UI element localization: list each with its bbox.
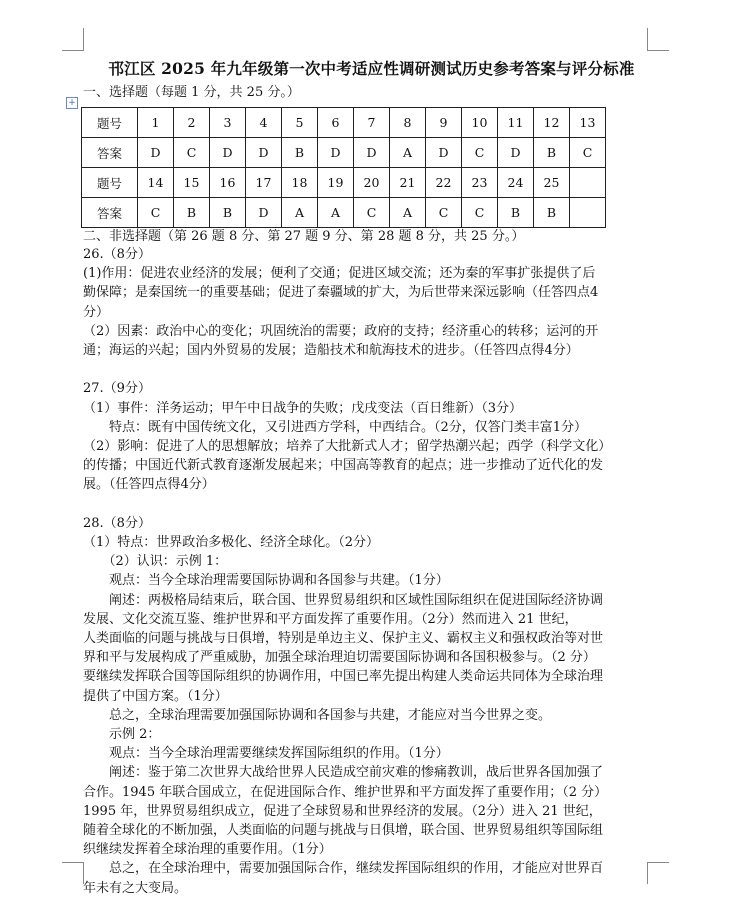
document-title: 邗江区 2025 年九年级第一次中考适应性调研测试历史参考答案与评分标准: [108, 59, 635, 78]
table-cell: C: [462, 198, 498, 228]
text-line: 观点：当今全球治理需要继续发挥国际组织的作用。（1分）: [83, 746, 449, 762]
text-line: 特点：既有中国传统文化，又引进西方学科，中西结合。（2分，仅答门类丰富1分）: [83, 419, 588, 435]
table-cell: B: [174, 198, 210, 228]
text-line: 人类面临的问题与挑战与日俱增，特别是单边主义、保护主义、霸权主义和强权政治等对世: [83, 631, 604, 646]
table-cell: 18: [282, 168, 318, 198]
table-cell: C: [426, 198, 462, 228]
text-line: 要继续发挥联合国等国际组织的协调作用，中国已率先提出构建人类命运共同体为全球治理: [83, 669, 604, 685]
table-cell: 12: [534, 108, 570, 138]
table-row: [82, 138, 606, 168]
text-line: 总之，在全球治理中，需要加强国际合作，继续发挥国际组织的作用，才能应对世界百: [83, 861, 604, 877]
crop-mark-top-left-h: [62, 50, 84, 51]
text-line: 26.（8分）: [83, 247, 151, 262]
table-cell: 19: [318, 168, 354, 198]
table-cell: C: [354, 198, 390, 228]
table-cell: B: [534, 138, 570, 168]
answer-table: [81, 107, 606, 228]
table-cell: 6: [318, 108, 354, 138]
table-cell: 10: [462, 108, 498, 138]
text-line: 展。（任答四点得4分）: [83, 477, 215, 493]
table-cell: A: [318, 198, 354, 228]
table-cell: 4: [246, 108, 282, 138]
crop-mark-bottom-right: [647, 862, 648, 884]
table-cell: 24: [498, 168, 534, 198]
row-label: 题号: [82, 108, 138, 138]
text-line: 合作。1945 年联合国成立，在促进国际合作、维护世界和平方面发挥了重要作用；（2 分）: [83, 784, 608, 800]
text-line: 1995 年，世界贸易组织成立，促进了全球贸易和世界经济的发展。（2分）进入 21 世纪，: [83, 803, 602, 819]
table-cell: 2: [174, 108, 210, 138]
text-line: 分）: [83, 304, 110, 320]
table-cell: 13: [570, 108, 606, 138]
table-cell: B: [534, 198, 570, 228]
table-cell: 16: [210, 168, 246, 198]
crop-mark-bottom-left-h: [62, 862, 84, 863]
table-cell: C: [462, 138, 498, 168]
text-line: 勤保障；是秦国统一的重要基础；促进了秦疆域的扩大，为后世带来深远影响（任答四点4: [83, 285, 599, 301]
section-1-heading: 一、选择题（每题 1 分，共 25 分。）: [83, 85, 300, 100]
table-cell: A: [390, 138, 426, 168]
table-cell: C: [570, 138, 606, 168]
text-line: （2）认识：示例 1：: [83, 554, 228, 570]
text-line: 阐述：鉴于第二次世界大战给世界人民造成空前灾难的惨痛教训，战后世界各国加强了: [83, 765, 604, 781]
table-cell: 20: [354, 168, 390, 198]
crop-mark-top-right: [647, 28, 648, 50]
table-cell: B: [282, 138, 318, 168]
table-cell: 21: [390, 168, 426, 198]
text-line: 通；海运的兴起；国内外贸易的发展；造船技术和航海技术的进步。（任答四点得4分）: [83, 343, 579, 358]
table-cell: D: [210, 138, 246, 168]
table-cell: B: [210, 198, 246, 228]
table-cell: D: [246, 138, 282, 168]
row-label: 答案: [82, 138, 138, 168]
text-line: 27.（9分）: [83, 381, 151, 397]
row-label: 答案: [82, 198, 138, 228]
table-cell: [570, 198, 606, 228]
table-cell: D: [138, 138, 174, 168]
table-cell: D: [318, 138, 354, 168]
text-line: 提供了中国方案。（1分）: [83, 688, 228, 704]
text-line: 年未有之大变局。: [83, 880, 188, 896]
text-line: 界和平与发展构成了严重威胁，加强全球治理迫切需要国际协调和各国积极参与。（2 分）: [83, 650, 596, 666]
table-cell: D: [498, 138, 534, 168]
text-line: 的传播；中国近代新式教育逐渐发展起来；中国高等教育的起点；进一步推动了近代化的发: [83, 458, 604, 474]
table-cell: 17: [246, 168, 282, 198]
table-cell: 8: [390, 108, 426, 138]
text-line: 28.（8分）: [83, 515, 151, 531]
text-line: 阐述：两极格局结束后，联合国、世界贸易组织和区域性国际组织在促进国际经济协调: [83, 592, 604, 608]
table-cell: 25: [534, 168, 570, 198]
table-row: [82, 108, 606, 138]
text-line: （2）因素：政治中心的变化；巩固统治的需要；政府的支持；经济重心的转移；运河的开: [83, 323, 599, 339]
table-cell: 15: [174, 168, 210, 198]
table-cell: 7: [354, 108, 390, 138]
text-line: （1）特点：世界政治多极化、经济全球化。（2分）: [83, 535, 380, 550]
section-2-heading: 二、非选择题（第 26 题 8 分、第 27 题 9 分、第 28 题 8 分，共 25 分。）: [83, 229, 525, 244]
table-cell: 1: [138, 108, 174, 138]
crop-mark-bottom-right-h: [647, 862, 669, 863]
crop-mark-top-right-h: [647, 50, 669, 51]
text-line: 发展、文化交流互鉴、维护世界和平方面发挥了重要作用。（2分）然而进入 21 世纪，: [83, 611, 578, 627]
table-cell: C: [138, 198, 174, 228]
text-line: 观点：当今全球治理需要国际协调和各国参与共建。（1分）: [83, 573, 449, 589]
text-line: （2）影响：促进了人的思想解放；培养了大批新式人才；留学热潮兴起；西学（科学文化）: [83, 439, 612, 454]
table-cell: 11: [498, 108, 534, 138]
table-cell: 23: [462, 168, 498, 198]
table-row: [82, 168, 606, 198]
table-cell: [570, 168, 606, 198]
table-cell: 3: [210, 108, 246, 138]
table-cell: A: [390, 198, 426, 228]
text-line: (1)作用：促进农业经济的发展；便利了交通；促进区域交流；还为秦的军事扩张提供了后: [83, 266, 596, 282]
table-cell: D: [354, 138, 390, 168]
text-line: 织继续发挥着全球治理的重要作用。（1分）: [83, 842, 332, 858]
table-cell: 5: [282, 108, 318, 138]
table-row: [82, 198, 606, 228]
text-line: （1）事件：洋务运动；甲午中日战争的失败；戊戌变法（百日维新）（3分）: [83, 400, 523, 416]
text-line: 随着全球化的不断加强，人类面临的问题与挑战与日俱增，联合国、世界贸易组织等国际组: [83, 823, 604, 838]
table-cell: A: [282, 198, 318, 228]
table-cell: 22: [426, 168, 462, 198]
text-line: 示例 2：: [83, 727, 161, 742]
table-cell: 9: [426, 108, 462, 138]
table-cell: C: [174, 138, 210, 168]
table-move-handle-icon[interactable]: +: [66, 97, 78, 109]
table-cell: D: [246, 198, 282, 228]
crop-mark-top-left: [83, 28, 84, 50]
table-cell: 14: [138, 168, 174, 198]
text-line: 总之，全球治理需要加强国际协调和各国参与共建，才能应对当今世界之变。: [83, 707, 552, 723]
row-label: 题号: [82, 168, 138, 198]
table-cell: D: [426, 138, 462, 168]
table-cell: B: [498, 198, 534, 228]
